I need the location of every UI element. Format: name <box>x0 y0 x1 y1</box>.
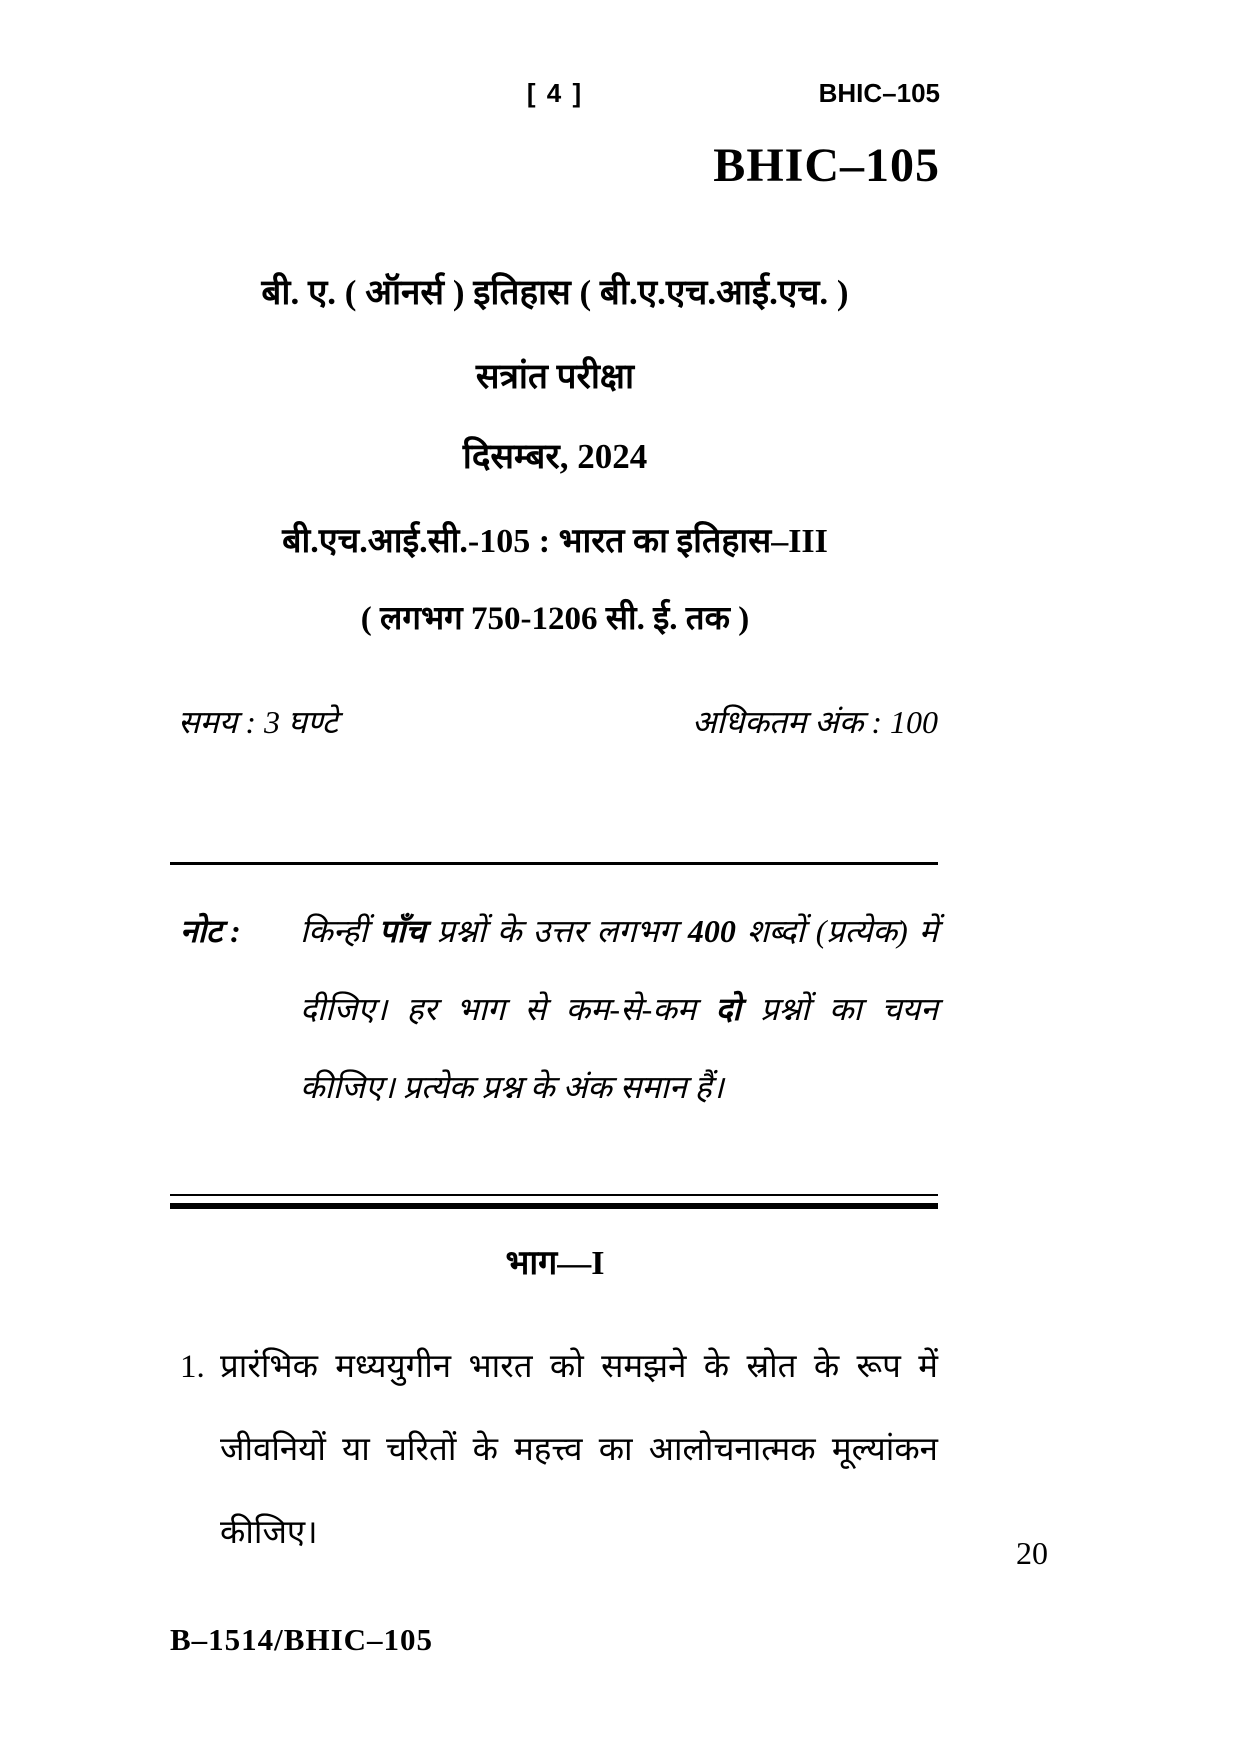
time-allowed: समय : 3 घण्टे <box>178 704 338 740</box>
question-marks: 20 <box>1016 1535 1048 1571</box>
double-horizontal-rule <box>170 1194 938 1209</box>
note-label: नोट : <box>180 913 241 949</box>
instructions-note <box>180 892 938 1126</box>
running-header <box>170 78 940 110</box>
period-line: ( लगभग 750-1206 सी. ई. तक ) <box>360 601 750 637</box>
horizontal-rule <box>170 862 938 865</box>
exam-type-line: सत्रांत परीक्षा <box>475 357 635 396</box>
header-course-code: BHIC–105 <box>818 78 940 108</box>
note-bold-segment: दो <box>715 991 741 1027</box>
course-title-line: बी.एच.आई.सी.-105 : भारत का इतिहास–III <box>282 523 828 560</box>
question-1 <box>180 1326 1048 1575</box>
note-text-segment: शब्दों (प्रत्येक) में दीजिए। हर भाग से कम-से-कम <box>300 913 938 1027</box>
paper-title: BHIC–105 <box>713 139 940 192</box>
page-number: [ 4 ] <box>526 78 584 108</box>
question-number: 1. <box>180 1349 205 1385</box>
program-line: बी. ए. ( ऑनर्स ) इतिहास ( बी.ए.एच.आई.एच. ) <box>261 273 849 312</box>
maximum-marks: अधिकतम अंक : 100 <box>691 704 938 740</box>
footer-paper-code: B–1514/BHIC–105 <box>170 1622 434 1657</box>
section-heading: भाग—I <box>505 1245 605 1282</box>
exam-date-line: दिसम्बर, 2024 <box>462 437 648 476</box>
note-text-segment: प्रश्नों का चयन कीजिए। प्रत्येक प्रश्न के अंक समान हैं। <box>300 991 938 1105</box>
question-text: प्रारंभिक मध्ययुगीन भारत को समझने के स्रोत के रूप में जीवनियों या चरितों के महत्त्व का आलोचनात्मक मूल्यांकन कीजिए। <box>220 1349 938 1551</box>
time-marks-row <box>178 700 938 743</box>
note-text-segment: किन्हीं <box>300 913 379 949</box>
note-bold-segment: 400 <box>687 913 736 949</box>
note-bold-segment: पाँच <box>378 913 426 949</box>
note-text-segment: प्रश्नों के उत्तर लगभग <box>425 913 688 949</box>
